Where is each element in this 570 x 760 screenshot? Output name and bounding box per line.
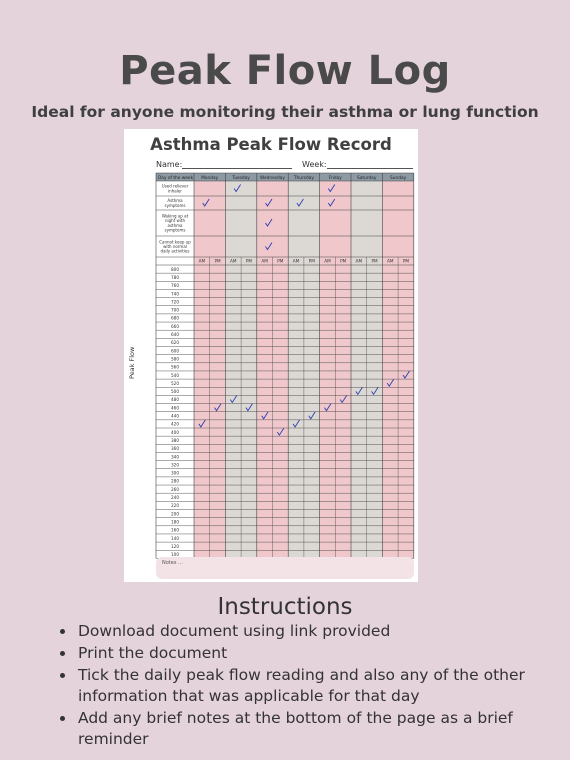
peak-flow-value: 220 [171, 503, 179, 509]
condition-label: Used reliever [161, 183, 189, 189]
peak-flow-value: 100 [171, 552, 179, 558]
peak-flow-value: 520 [171, 380, 179, 386]
condition-label: asthma [167, 222, 183, 228]
ampm-label: AM [292, 258, 300, 264]
peak-flow-value: 700 [171, 307, 179, 313]
peak-flow-value: 740 [171, 291, 179, 297]
day-header-monday: Monday [201, 175, 219, 181]
condition-label: Asthma [167, 198, 183, 204]
peak-flow-sheet [124, 129, 418, 582]
notes-box[interactable] [156, 557, 414, 579]
ampm-label: AM [324, 258, 331, 264]
day-header-corner: Day of the week [158, 175, 194, 181]
day-header-sunday: Sunday [390, 175, 407, 181]
peak-flow-value: 400 [171, 429, 179, 435]
peak-flow-value: 580 [171, 356, 179, 362]
peak-flow-value: 200 [171, 511, 179, 517]
peak-flow-value: 640 [171, 332, 179, 337]
condition-label: symptoms [164, 227, 186, 233]
instruction-item: Add any brief notes at the bottom of the page as a brief reminder [56, 708, 526, 750]
ampm-label: PM [308, 258, 315, 264]
instructions-list [56, 621, 526, 751]
peak-flow-value: 680 [171, 315, 179, 321]
day-header-tuesday: Tuesday [232, 175, 250, 181]
peak-flow-value: 560 [171, 364, 179, 370]
ampm-label: PM [402, 258, 410, 264]
peak-flow-value: 480 [171, 397, 179, 403]
page-subtitle: Ideal for anyone monitoring their asthma or lung function [31, 103, 539, 121]
notes-label: Notes ... [162, 560, 183, 566]
peak-flow-value: 660 [171, 323, 179, 329]
ampm-label: AM [261, 258, 268, 264]
peak-flow-value: 140 [171, 535, 179, 541]
page-title: Peak Flow Log [119, 48, 451, 94]
peak-flow-value: 160 [171, 527, 179, 533]
day-header-thursday: Thursday [293, 175, 314, 181]
day-header-friday: Friday [328, 175, 342, 181]
week-label: Week: [302, 160, 327, 169]
ampm-label: PM [245, 258, 253, 264]
name-label: Name: [156, 160, 183, 169]
peak-flow-value: 420 [171, 421, 179, 427]
peak-flow-value: 800 [171, 266, 179, 272]
ampm-label: PM [371, 258, 378, 264]
instruction-item: Download document using link provided [56, 621, 526, 642]
condition-label: with normal [163, 244, 187, 249]
ampm-label: AM [198, 258, 206, 264]
instruction-item: Print the document [56, 643, 526, 664]
condition-label: symptoms [164, 202, 186, 208]
condition-label: inhaler [168, 188, 182, 194]
peak-flow-value: 440 [171, 413, 179, 419]
peak-flow-value: 360 [171, 446, 179, 452]
peak-flow-value: 780 [171, 274, 179, 280]
peak-flow-value: 540 [171, 372, 179, 378]
peak-flow-value: 460 [171, 405, 179, 411]
peak-flow-value: 180 [171, 519, 179, 525]
peak-flow-value: 320 [171, 462, 179, 468]
instructions-title: Instructions [217, 594, 353, 620]
peak-flow-value: 120 [171, 543, 179, 549]
peak-flow-value: 620 [171, 340, 179, 346]
peak-flow-value: 300 [171, 470, 179, 476]
ampm-label: AM [387, 258, 394, 264]
peak-flow-grid [124, 129, 418, 582]
ampm-label: AM [355, 258, 363, 264]
condition-label: Waking up at [161, 213, 189, 219]
day-header-wednesday: Wednesday [260, 175, 285, 181]
peak-flow-value: 500 [171, 389, 179, 395]
ampm-label: PM [214, 258, 221, 264]
peak-flow-value: 380 [171, 437, 179, 443]
peak-flow-value: 340 [171, 454, 179, 460]
peak-flow-value: 600 [171, 348, 179, 354]
peak-flow-axis-label: Peak Flow [128, 346, 136, 379]
day-header-saturday: Saturday [357, 175, 377, 181]
condition-label: night with [164, 218, 186, 224]
instruction-item: Tick the daily peak flow reading and also any of the other information that was applicable for that day [56, 665, 526, 707]
ampm-label: AM [230, 258, 237, 264]
peak-flow-value: 240 [171, 495, 179, 500]
condition-label: daily activities [160, 248, 190, 254]
sheet-title: Asthma Peak Flow Record [150, 135, 392, 154]
peak-flow-value: 280 [171, 478, 179, 484]
peak-flow-value: 260 [171, 486, 179, 492]
ampm-label: PM [340, 258, 347, 264]
ampm-label: PM [277, 258, 284, 264]
peak-flow-value: 760 [171, 283, 179, 289]
peak-flow-value: 720 [171, 299, 179, 305]
condition-label: Cannot keep up [159, 239, 191, 245]
